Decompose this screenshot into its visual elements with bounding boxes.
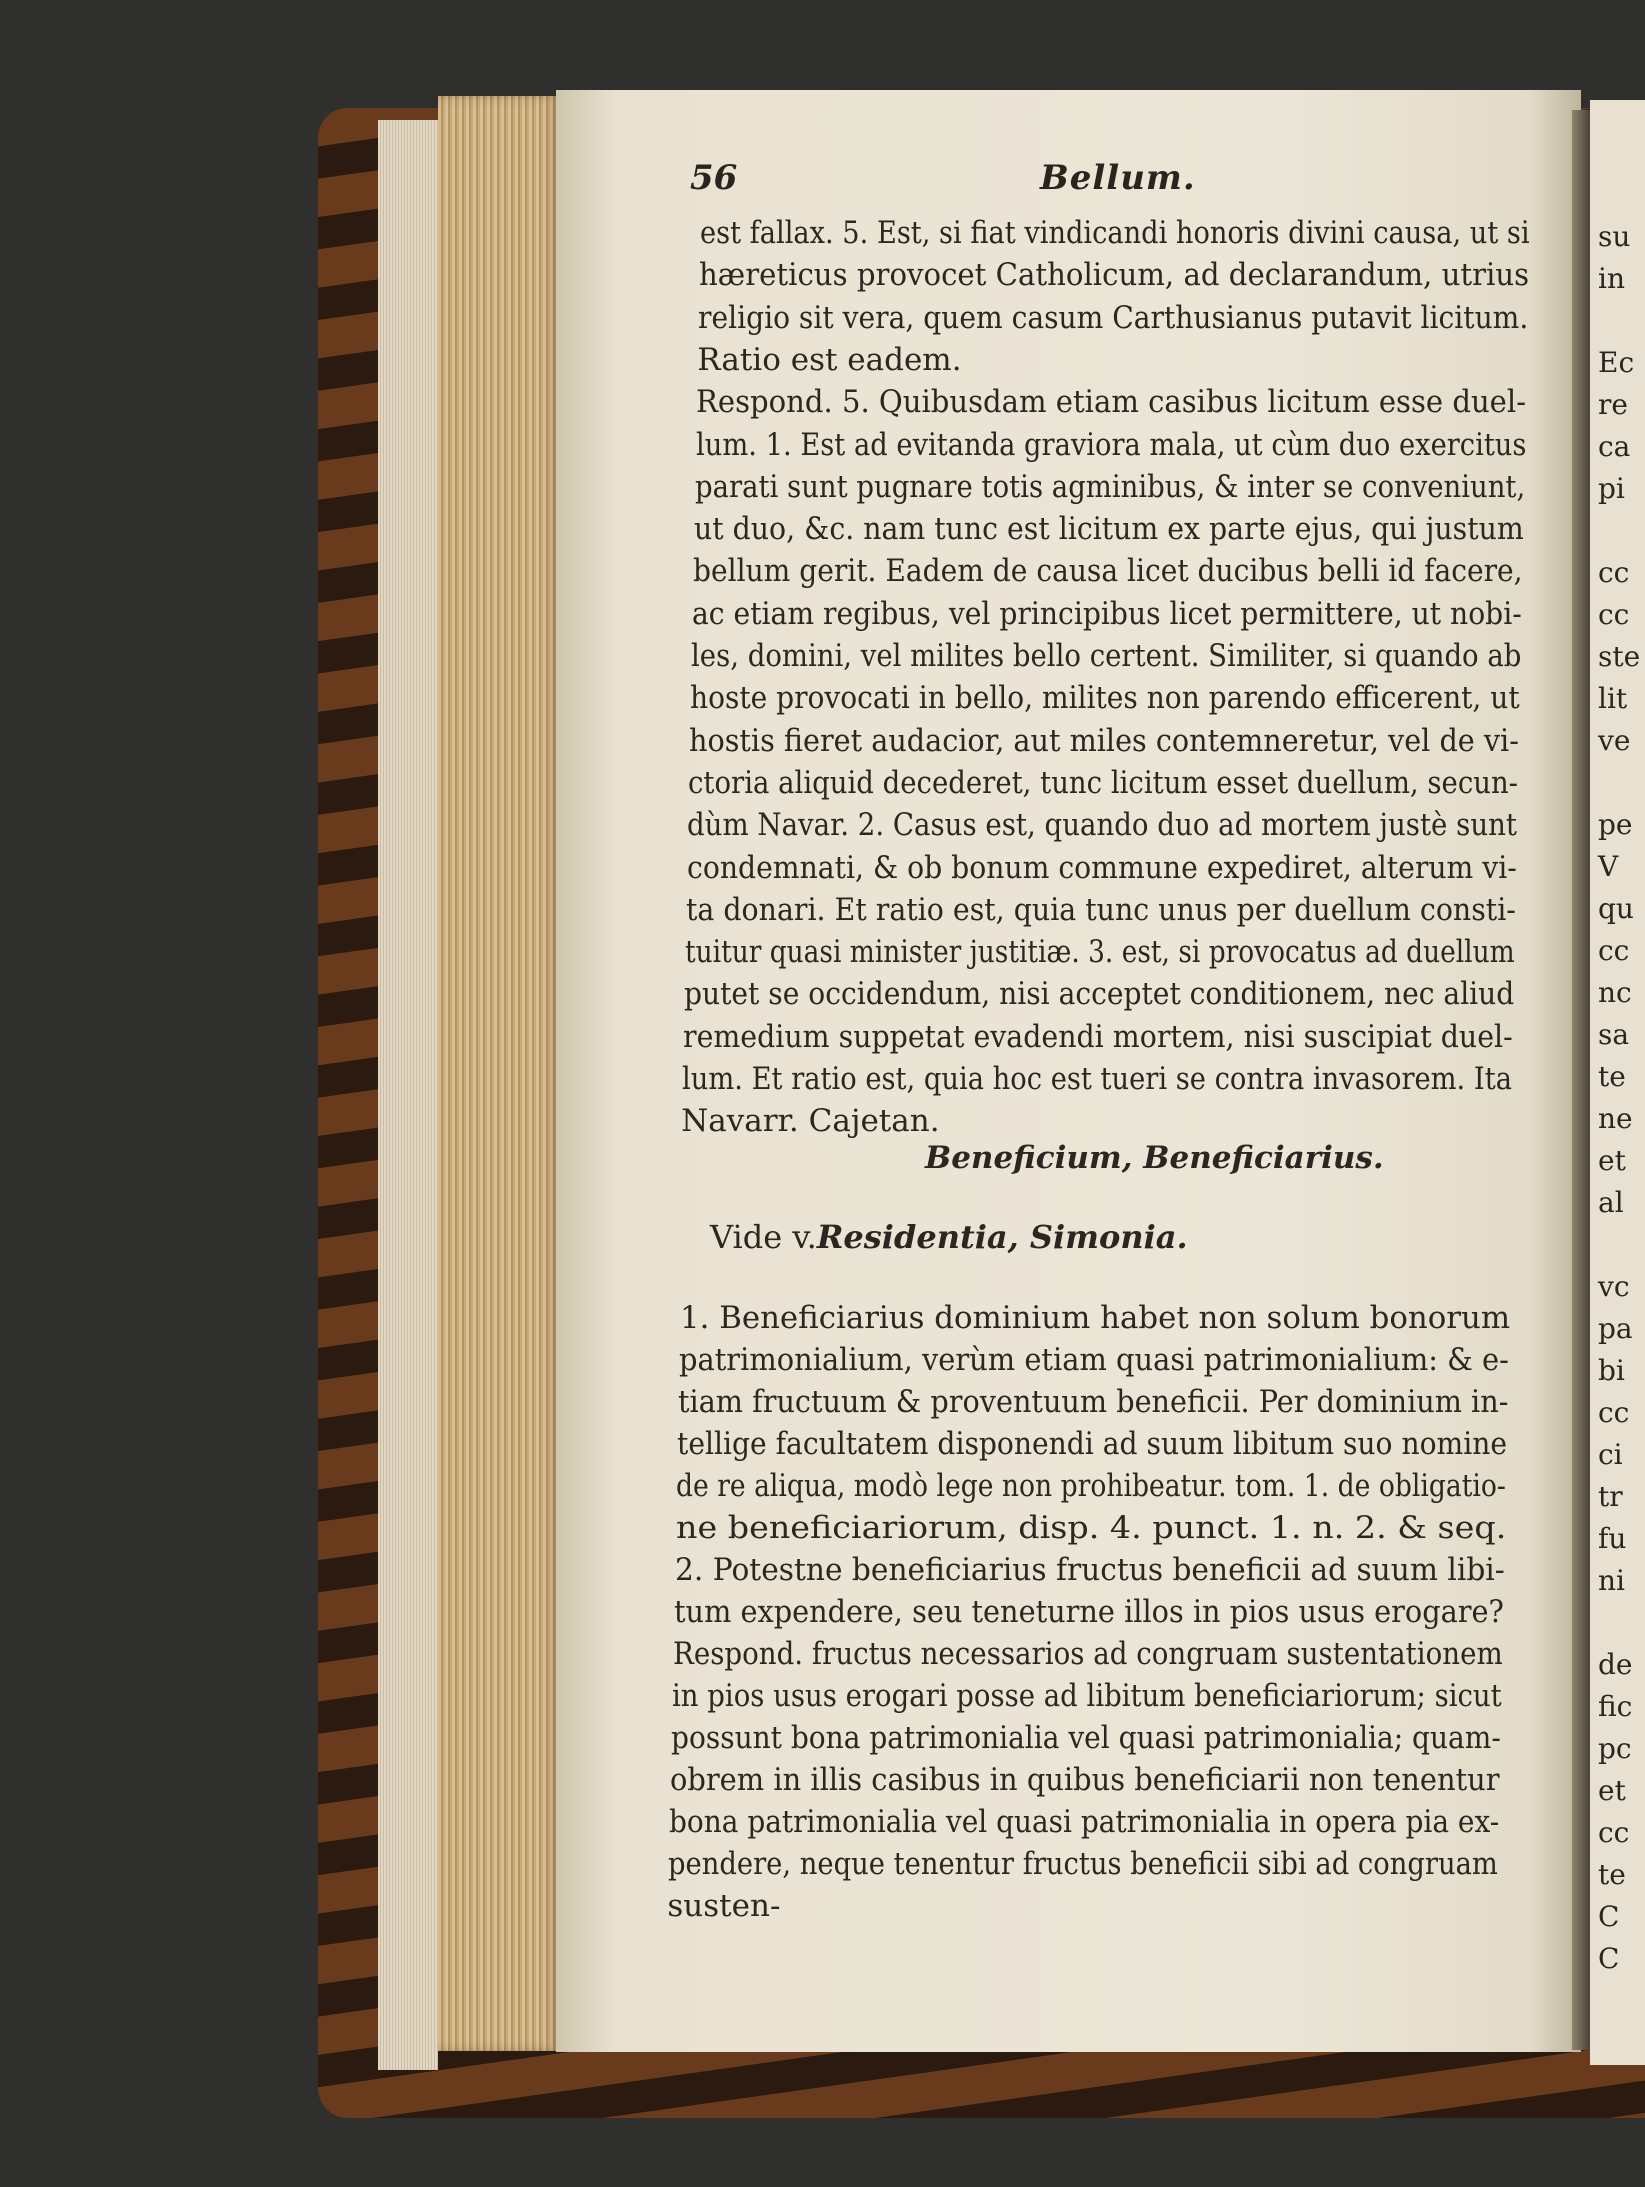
text-line: dùm Navar. 2. Casus est, quando duo ad mortem justè sunt — [687, 807, 1518, 844]
facing-page-text: V — [1598, 850, 1619, 883]
page-edges — [378, 120, 438, 2070]
facing-page-text: et — [1598, 1144, 1626, 1177]
facing-page-text: cc — [1598, 1816, 1630, 1849]
text-line: parati sunt pugnare totis agminibus, & inter se conveniunt, — [694, 468, 1525, 505]
text-line: tellige facultatem disponendi ad suum libitum suo nomine — [677, 1426, 1508, 1462]
facing-page-text: de — [1598, 1648, 1633, 1681]
facing-page-text: fic — [1598, 1690, 1633, 1723]
cross-reference-prefix: Vide v. — [710, 1218, 817, 1256]
text-line: remedium suppetat evadendi mortem, nisi suscipiat duel- — [682, 1018, 1513, 1055]
text-line: obrem in illis casibus in quibus beneficiarii non tenentur — [670, 1762, 1500, 1798]
facing-page-text: ci — [1598, 1438, 1623, 1471]
facing-page-text: cc — [1598, 1396, 1630, 1429]
text-line: de re aliqua, modò lege non prohibeatur. tom. 1. de obligatio- — [676, 1468, 1507, 1504]
text-line: hæreticus provocet Catholicum, ad declarandum, utrius — [699, 257, 1530, 294]
text-line: Respond. 5. Quibusdam etiam casibus licitum esse duel- — [696, 384, 1527, 421]
section-heading: Beneficium, Beneficiarius. — [925, 1140, 1384, 1176]
facing-page-text: pi — [1598, 472, 1625, 505]
facing-page-text: sa — [1598, 1018, 1630, 1051]
text-line: tuitur quasi minister justitiæ. 3. est, si provocatus ad duellum — [684, 934, 1515, 971]
facing-page-text: cc — [1598, 598, 1630, 631]
text-line: ut duo, &c. nam tunc est licitum ex parte ejus, qui justum — [693, 511, 1524, 548]
facing-page-text: al — [1598, 1186, 1624, 1219]
facing-page-text: te — [1598, 1060, 1626, 1093]
text-line: est fallax. 5. Est, si fiat vindicandi honoris divini causa, ut si — [700, 215, 1530, 251]
facing-page-text: C — [1598, 1942, 1620, 1975]
text-line: tum expendere, seu teneturne illos in pios usus erogare? — [673, 1594, 1504, 1630]
facing-page-text: bi — [1598, 1354, 1625, 1387]
text-line: in pios usus erogari posse ad libitum beneficiariorum; sicut — [671, 1678, 1502, 1714]
facing-page-text: su — [1598, 220, 1631, 253]
text-line: tiam fructuum & proventuum beneficii. Per dominium in- — [678, 1384, 1509, 1420]
facing-page-text: fu — [1598, 1522, 1627, 1555]
facing-page-text: qu — [1598, 892, 1634, 925]
text-line: pendere, neque tenentur fructus beneficii sibi ad congruam — [668, 1846, 1499, 1882]
facing-page-text: pc — [1598, 1732, 1632, 1765]
text-line: bona patrimonialia vel quasi patrimonialia in opera pia ex- — [669, 1804, 1500, 1840]
cross-reference-terms: Residentia, Simonia. — [816, 1218, 1188, 1256]
facing-page-text: ni — [1598, 1564, 1625, 1597]
facing-page-text: pe — [1598, 808, 1633, 841]
text-line: ctoria aliquid decederet, tunc licitum esset duellum, secun- — [688, 764, 1519, 801]
text-line: ac etiam regibus, vel principibus licet permittere, ut nobi- — [691, 595, 1522, 632]
text-line: putet se occidendum, nisi acceptet conditionem, nec aliud — [683, 976, 1515, 1013]
text-line: possunt bona patrimonialia vel quasi patrimonialia; quam- — [671, 1720, 1501, 1756]
facing-page-text: vc — [1598, 1270, 1630, 1303]
text-line: ta donari. Et ratio est, quia tunc unus per duellum consti- — [685, 891, 1516, 928]
cross-reference — [710, 1218, 1188, 1256]
facing-page-text: lit — [1598, 682, 1628, 715]
text-line: hoste provocati in bello, milites non parendo efficerent, ut — [690, 680, 1520, 717]
text-line: 2. Potestne beneficiarius fructus beneficii ad suum libi- — [674, 1552, 1505, 1588]
facing-page-text: C — [1598, 1900, 1620, 1933]
text-line: Ratio est eadem. — [697, 341, 962, 378]
facing-page-text: nc — [1598, 976, 1632, 1009]
facing-page-text: tr — [1598, 1480, 1623, 1513]
text-line: lum. Et ratio est, quia hoc est tueri se contra invasorem. Ita — [682, 1061, 1512, 1097]
text-line: ne beneficiariorum, disp. 4. punct. 1. n. 2. & seq. — [675, 1510, 1506, 1546]
facing-page-text: ca — [1598, 430, 1631, 463]
facing-page-text: pa — [1598, 1312, 1633, 1345]
text-line: condemnati, & ob bonum commune expediret, alterum vi- — [686, 849, 1517, 886]
facing-page-text: ste — [1598, 640, 1641, 673]
running-title: Bellum. — [1040, 158, 1196, 198]
text-line: les, domini, vel milites bello certent. Similiter, si quando ab — [691, 638, 1522, 674]
facing-page-text: re — [1598, 388, 1628, 421]
facing-page-text: Ec — [1598, 346, 1635, 379]
page-number: 56 — [690, 158, 738, 198]
text-line: lum. 1. Est ad evitanda graviora mala, ut cùm duo exercitus — [695, 426, 1526, 463]
text-line: Respond. fructus necessarios ad congruam sustentationem — [672, 1636, 1503, 1672]
text-line: 1. Beneficiarius dominium habet non solum bonorum — [680, 1300, 1511, 1336]
facing-page-fragment — [1590, 100, 1645, 2065]
text-line: susten- — [667, 1888, 781, 1924]
facing-page-text: te — [1598, 1858, 1626, 1891]
facing-page-text: cc — [1598, 934, 1630, 967]
facing-page-text: ne — [1598, 1102, 1633, 1135]
text-line: Navarr. Cajetan. — [681, 1103, 940, 1140]
facing-page-text: in — [1598, 262, 1625, 295]
text-block-edge — [438, 96, 560, 2051]
facing-page-text: ve — [1598, 724, 1631, 757]
text-line: bellum gerit. Eadem de causa licet ducibus belli id facere, — [692, 553, 1523, 590]
text-line: religio sit vera, quem casum Carthusianus putavit licitum. — [698, 299, 1529, 336]
text-line: hostis fieret audacior, aut miles contemneretur, vel de vi- — [689, 722, 1520, 759]
facing-page-text: et — [1598, 1774, 1626, 1807]
facing-page-text: cc — [1598, 556, 1630, 589]
text-line: patrimonialium, verùm etiam quasi patrimonialium: & e- — [679, 1342, 1509, 1378]
